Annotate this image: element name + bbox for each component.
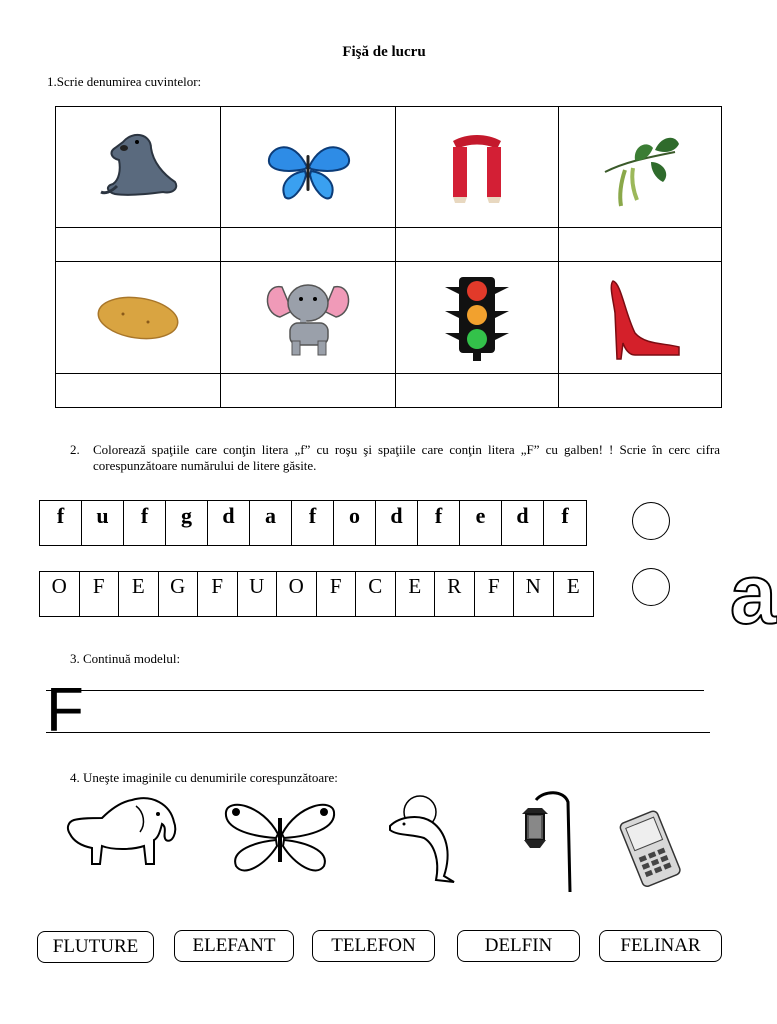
letter-cell[interactable]: U (238, 572, 278, 616)
answer-cell[interactable] (221, 374, 396, 408)
writing-line-top (46, 690, 704, 691)
answer-cell[interactable] (221, 228, 396, 262)
uppercase-letter-row (39, 571, 594, 617)
letter-cell[interactable]: O (277, 572, 317, 616)
letter-cell[interactable]: f (40, 501, 82, 545)
letter-cell[interactable]: F (317, 572, 357, 616)
grid-cell-seal (56, 107, 221, 228)
grid-cell-elephant (221, 262, 396, 374)
word-box-telefon[interactable]: TELEFON (312, 930, 435, 962)
page-title: Fişă de lucru (342, 44, 426, 60)
exercise-2-number: 2. (70, 442, 80, 457)
lantern-icon[interactable] (516, 788, 576, 894)
letter-cell[interactable]: u (82, 501, 124, 545)
letter-cell[interactable]: g (166, 501, 208, 545)
letter-cell[interactable]: N (514, 572, 554, 616)
letter-cell[interactable]: E (119, 572, 159, 616)
exercise-2-instruction (70, 442, 720, 474)
letter-cell[interactable]: d (502, 501, 544, 545)
letter-cell[interactable]: f (418, 501, 460, 545)
word-box-fluture[interactable]: FLUTURE (37, 931, 154, 963)
letter-cell[interactable]: R (435, 572, 475, 616)
potato-icon (93, 288, 183, 348)
grid-cell-bean-plant (559, 107, 722, 228)
letter-cell[interactable]: E (566, 574, 580, 598)
letter-cell[interactable]: o (334, 501, 376, 545)
lowercase-letter-row (39, 500, 587, 546)
butterfly-outline-icon[interactable] (222, 798, 338, 878)
exercise-3-instruction: 3. Continuă modelul: (70, 651, 181, 666)
dolphin-outline-icon[interactable] (384, 786, 464, 886)
mobile-phone-icon[interactable] (612, 808, 692, 886)
exercise-1-instruction: 1.Scrie denumirea cuvintelor: (47, 74, 202, 89)
word-box-elefant[interactable]: ELEFANT (174, 930, 294, 962)
exercise-4-instruction: 4. Uneşte imaginile cu denumirile corespunzătoare: (70, 770, 338, 785)
grid-cell-high-heel (559, 262, 722, 374)
grid-cell-traffic-light (396, 262, 559, 374)
bean-plant-icon (595, 122, 685, 212)
letter-cell[interactable]: F (80, 572, 120, 616)
scarf-icon (437, 127, 517, 207)
traffic-light-icon (437, 273, 517, 363)
answer-cell[interactable] (559, 374, 722, 408)
letter-cell[interactable]: d (208, 501, 250, 545)
seal-icon (93, 122, 183, 212)
word-box-felinar[interactable]: FELINAR (599, 930, 722, 962)
word-box-delfin[interactable]: DELFIN (457, 930, 580, 962)
letter-cell[interactable]: f (561, 503, 569, 528)
decorative-outline-letter: a (730, 547, 777, 641)
elephant-icon (258, 273, 358, 363)
letter-cell[interactable]: G (159, 572, 199, 616)
elephant-outline-icon[interactable] (62, 788, 186, 878)
picture-grid (55, 106, 722, 408)
grid-cell-butterfly (221, 107, 396, 228)
answer-circle-uppercase[interactable] (632, 568, 670, 606)
answer-cell[interactable] (56, 228, 221, 262)
grid-cell-scarf (396, 107, 559, 228)
answer-cell[interactable] (396, 374, 559, 408)
letter-cell[interactable]: C (356, 572, 396, 616)
letter-cell[interactable]: f (124, 501, 166, 545)
exercise-2-text: Colorează spaţiile care conţin litera „f” cu roşu şi spaţiile care conţin litera „F” cu galben! ! Scrie în cerc cifra corespunzătoare numărului de litere găsite. (93, 442, 720, 473)
model-letter: F (46, 676, 84, 745)
high-heel-shoe-icon (595, 273, 685, 363)
letter-cell[interactable]: O (40, 572, 80, 616)
letter-cell[interactable]: E (396, 572, 436, 616)
letter-cell[interactable]: F (475, 572, 515, 616)
letter-cell[interactable]: e (460, 501, 502, 545)
letter-cell[interactable]: F (198, 572, 238, 616)
butterfly-icon (263, 127, 353, 207)
letter-cell[interactable]: f (292, 501, 334, 545)
answer-cell[interactable] (56, 374, 221, 408)
writing-line-bottom (46, 732, 710, 733)
letter-cell[interactable]: a (250, 501, 292, 545)
answer-circle-lowercase[interactable] (632, 502, 670, 540)
answer-cell[interactable] (396, 228, 559, 262)
letter-cell[interactable]: d (376, 501, 418, 545)
answer-cell[interactable] (559, 228, 722, 262)
grid-cell-potato (56, 262, 221, 374)
